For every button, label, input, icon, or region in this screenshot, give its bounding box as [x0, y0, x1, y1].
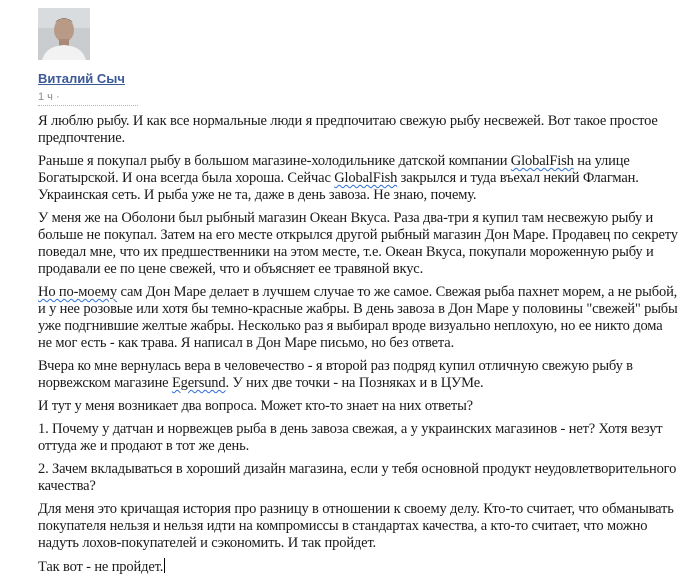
post-text: Для меня это кричащая история про разницу в отношении к своему делу. Кто-то считает, что обманывать покупателя нельзя и нельзя идти на компромиссы в стандартах качества, а кто-то считает, что можно надуть лохов-покупателей и сэкономить. И так пройдет.: [38, 501, 674, 551]
avatar-photo: [38, 8, 90, 60]
post-paragraph: [38, 358, 678, 392]
post-paragraph: [38, 113, 678, 147]
author-name-link[interactable]: Виталий Сыч: [38, 71, 125, 86]
post-text: Раньше я покупал рыбу в большом магазине-холодильнике датской компании: [38, 153, 511, 169]
text-cursor: [164, 558, 165, 573]
post-paragraph: [38, 153, 678, 204]
post-text: Так вот - не пройдет.: [38, 559, 164, 575]
post-paragraph: [38, 284, 678, 352]
post-text: закрылся и туда въехал некий Флагман. Украинская сеть. И рыба уже не та, даже в день завоза. Не знаю, почему.: [38, 170, 639, 203]
post-timestamp[interactable]: 1 ч ·: [38, 91, 60, 103]
post-paragraph: [38, 558, 678, 576]
post-text: сам Дон Маре делает в лучшем случае то же самое. Свежая рыба пахнет морем, а не рыбой, и у нее розовые или хотя бы темно-красные жабры. В день завоза в Дон Маре у половины "свежей" рыбы уже подгнившие желтые жабры. Несколько раз я выбирал вроде визуально неплохую, но ее никто дома не мог есть - как трава. Я написал в Дон Маре письмо, но без ответа.: [38, 284, 678, 351]
spellcheck-word: GlobalFish: [510, 153, 574, 169]
post-text: У меня же на Оболони был рыбный магазин Океан Вкуса. Раза два-три я купил там несвежую рыбу и больше не покупал. Затем на его месте открылся другой рыбный магазин Дон Маре. Продавец по секрету поведал мне, что их предшественники на этом месте, т.е. Океан Вкуса, покупали мороженную рыбу и продавали ее по цене свежей, что и объясняет ее травяной вкус.: [38, 210, 678, 277]
author-avatar[interactable]: [38, 8, 90, 60]
spellcheck-word: Но по-моему: [38, 284, 117, 300]
post-paragraph: [38, 421, 678, 455]
post-text: И тут у меня возникает два вопроса. Может кто-то знает на них ответы?: [38, 398, 473, 414]
post-text: . У них две точки - на Позняках и в ЦУМе.: [225, 375, 484, 391]
post-text: 2. Зачем вкладываться в хороший дизайн магазина, если у тебя основной продукт неудовлетворительного качества?: [38, 461, 677, 494]
post-text: на улице Богатырской. И она всегда была хороша. Сейчас: [38, 153, 630, 186]
post-text: Вчера ко мне вернулась вера в человечество - я второй раз подряд купил отличную свежую рыбу в норвежском магазине: [38, 358, 633, 391]
post-paragraph: [38, 210, 678, 278]
post-body[interactable]: [38, 113, 678, 582]
header-divider: [38, 105, 138, 106]
spellcheck-word: Egersund: [171, 375, 226, 391]
spellcheck-word: GlobalFish: [334, 170, 398, 186]
post-text: 1. Почему у датчан и норвежцев рыба в день завоза свежая, а у украинских магазинов - нет? Хотя везут оттуда же и продают в тот же день.: [38, 421, 663, 454]
post-text: Я люблю рыбу. И как все нормальные люди я предпочитаю свежую рыбу несвежей. Вот такое простое предпочтение.: [38, 113, 658, 146]
post-paragraph: [38, 501, 678, 552]
post-paragraph: [38, 398, 678, 415]
post-paragraph: [38, 461, 678, 495]
